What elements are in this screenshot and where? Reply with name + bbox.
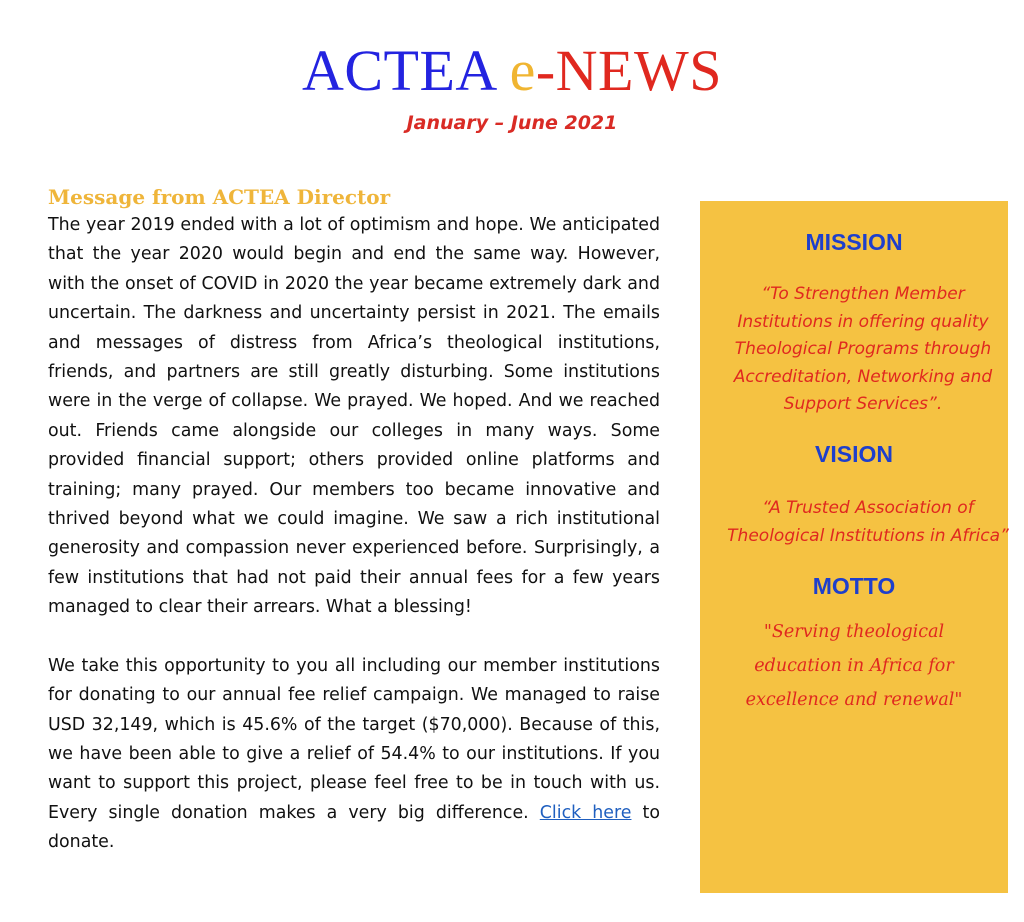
message-paragraph-2-text: We take this opportunity to you all including our member institutions for donating to our annual fee relief campaign. We managed to raise USD 32,149, which is 45.6% of the target ($70,000). Because of this, we have been able to give a relief of 54.4% to our institutions. If you want to support this project, please feel free to be in touch with us. Every single donation makes a very big difference.: [48, 655, 660, 823]
mission-vision-box: [700, 201, 1008, 893]
mission-text: “To Strengthen Member Institutions in offering quality Theological Programs through Accreditation, Networking and Support Services”.: [733, 284, 993, 414]
message-paragraph-1: The year 2019 ended with a lot of optimism and hope. We anticipated that the year 2020 would begin and end the same way. However, with the onset of COVID in 2020 the year became extremely dark and uncertain. The darkness and uncertainty persist in 2021. The emails and messages of distress from Africa’s theological institutions, friends, and partners are still greatly disturbing. Some institutions were in the verge of collapse. We prayed. We hoped. And we reached out. Friends came alongside our colleges in many ways. Some provided financial support; others provided online platforms and training; many prayed. Our members too became innovative and thrived beyond what we could imagine. We saw a rich institutional generosity and compassion never experienced before. Surprisingly, a few institutions that had not paid their annual fees for a few years managed to clear their arrears. What a blessing!: [48, 215, 660, 618]
motto-text: "Serving theological education in Africa for excellence and renewal": [745, 622, 963, 710]
mission-title: MISSION: [805, 229, 903, 255]
title-e: e: [509, 38, 536, 103]
message-heading: Message from ACTEA Director: [48, 185, 391, 209]
newsletter-title: [0, 38, 1024, 104]
message-paragraph-2: [48, 652, 660, 858]
issue-dates: January – June 2021: [406, 112, 618, 134]
donate-link-suffix: to donate.: [48, 802, 660, 853]
director-message: [48, 183, 660, 858]
motto-title: MOTTO: [812, 573, 896, 599]
donate-link[interactable]: Click here: [539, 802, 632, 823]
title-news: -NEWS: [535, 38, 722, 103]
vision-text: “A Trusted Association of Theological Institutions in Africa”: [727, 498, 1009, 546]
title-actea: ACTEA: [301, 38, 510, 103]
vision-title: VISION: [815, 441, 893, 467]
